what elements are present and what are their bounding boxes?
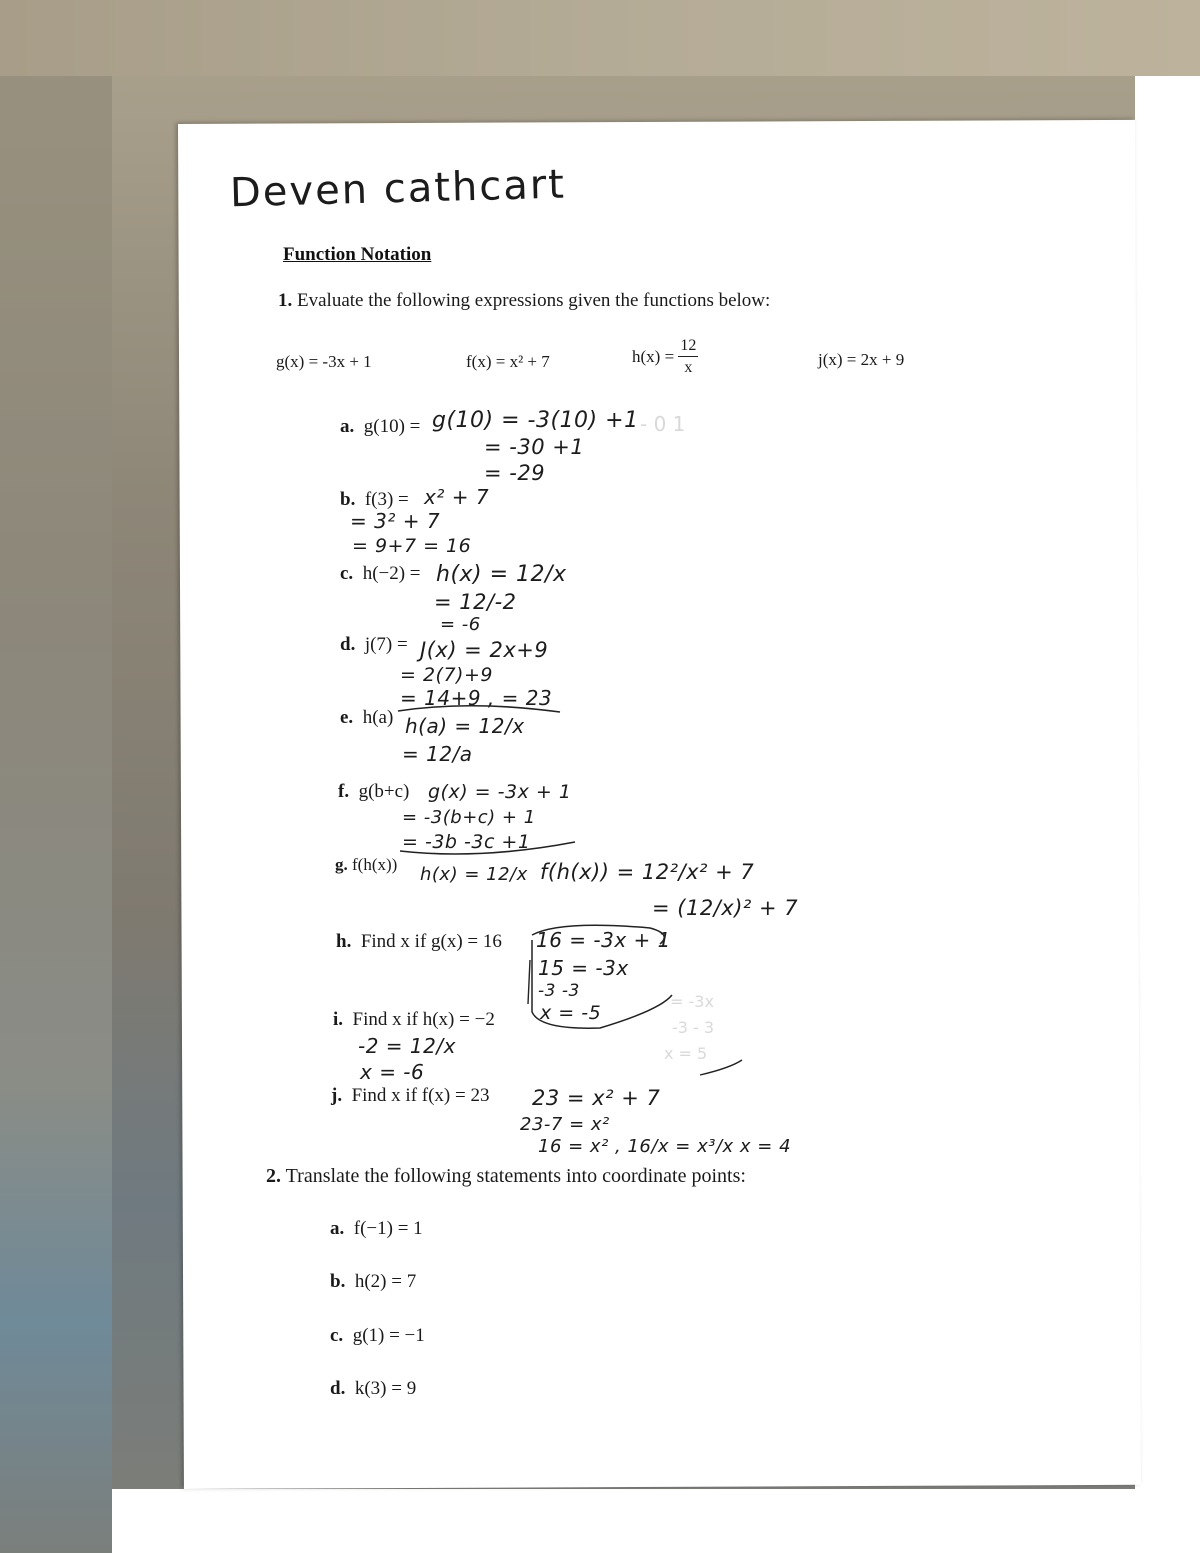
item-letter: h. — [336, 931, 352, 952]
q1-item-h — [336, 931, 502, 953]
item-letter: c. — [340, 563, 354, 584]
item-expression: g(b+c) — [358, 781, 410, 802]
work-j-line1: 23 = x² + 7 — [532, 1086, 661, 1110]
work-d-line1: J(x) = 2x+9 — [420, 638, 549, 662]
q1-item-f — [338, 781, 409, 803]
q2-item-d — [330, 1378, 416, 1400]
item-expression: h(−2) = — [362, 563, 421, 584]
q1-item-i — [333, 1009, 495, 1031]
q1-item-a — [340, 416, 420, 438]
function-j-def: j(x) = 2x + 9 — [818, 350, 905, 369]
q2-item-a — [330, 1218, 423, 1240]
function-h-numerator: 12 — [678, 338, 698, 357]
work-g-line2: f(h(x)) = 12²/x² + 7 — [540, 860, 755, 884]
q1-item-d — [340, 634, 408, 656]
work-j-line2: 23-7 = x² — [520, 1114, 610, 1135]
work-b-line2: = 3² + 7 — [350, 509, 441, 533]
q2-prompt-text: Translate the following statements into coordinate points: — [285, 1165, 746, 1187]
q1-item-j — [331, 1085, 489, 1107]
item-letter: c. — [330, 1325, 344, 1346]
q1-item-g — [335, 855, 397, 875]
erased-mark: x = 5 — [664, 1044, 708, 1063]
item-letter: a. — [340, 416, 355, 437]
work-c-line2: = 12/-2 — [434, 590, 517, 614]
work-f-line3: = -3b -3c +1 — [402, 831, 531, 853]
work-c-line1: h(x) = 12/x — [436, 562, 567, 587]
work-f-line1: g(x) = -3x + 1 — [428, 781, 572, 803]
q1-number: 1. — [278, 290, 293, 311]
q1-prompt-text: Evaluate the following expressions given the functions below: — [297, 290, 771, 311]
item-letter: b. — [330, 1271, 346, 1292]
student-name: Deven cathcart — [229, 161, 567, 217]
item-expression: Find x if f(x) = 23 — [351, 1085, 490, 1106]
item-letter: d. — [330, 1378, 346, 1399]
function-f-def: f(x) = x² + 7 — [466, 352, 550, 371]
item-expression: j(7) = — [364, 634, 408, 655]
q1-prompt — [278, 290, 770, 312]
item-expression: h(2) = 7 — [354, 1271, 417, 1292]
function-h-fraction — [678, 338, 698, 376]
q2-number: 2. — [266, 1165, 281, 1187]
q2-item-c — [330, 1325, 425, 1347]
function-h-lhs: h(x) = — [632, 347, 675, 366]
item-expression: h(a) — [362, 707, 394, 728]
work-b-line1: x² + 7 — [424, 485, 490, 509]
q1-item-e — [340, 707, 393, 729]
work-h-line1: 16 = -3x + 1 — [536, 928, 671, 952]
work-a-line1: g(10) = -3(10) +1 — [432, 408, 639, 433]
item-expression: Find x if h(x) = −2 — [352, 1009, 495, 1030]
q1-item-c — [340, 563, 421, 585]
item-letter: a. — [330, 1218, 345, 1239]
photo-background-left — [0, 0, 112, 1553]
worksheet-paper — [178, 120, 1141, 1489]
q1-item-b — [340, 489, 409, 511]
q2-prompt — [266, 1165, 746, 1188]
q2-item-b — [330, 1271, 416, 1293]
work-h-line4: x = -5 — [540, 1002, 602, 1024]
photo-background-top — [0, 0, 1200, 76]
function-g-def: g(x) = -3x + 1 — [276, 352, 372, 371]
erased-mark: -3 - 3 — [672, 1018, 715, 1037]
work-a-line3: = -29 — [484, 461, 546, 485]
work-g-line1: h(x) = 12/x — [420, 864, 528, 885]
item-letter: i. — [333, 1009, 344, 1030]
work-b-line3: = 9+7 = 16 — [352, 535, 472, 557]
work-e-line2: = 12/a — [402, 742, 473, 766]
work-g-line3: = (12/x)² + 7 — [652, 896, 799, 920]
item-letter: d. — [340, 634, 356, 655]
worksheet-title: Function Notation — [283, 244, 432, 265]
work-h-line2: 15 = -3x — [538, 956, 629, 980]
work-i-line2: x = -6 — [360, 1060, 425, 1084]
item-expression: Find x if g(x) = 16 — [360, 931, 502, 952]
work-d-line2: = 2(7)+9 — [400, 664, 493, 686]
item-expression: g(1) = −1 — [352, 1325, 425, 1346]
work-i-line1: -2 = 12/x — [358, 1034, 456, 1058]
work-e-line1: h(a) = 12/x — [405, 714, 525, 738]
work-a-line2: = -30 +1 — [484, 435, 585, 459]
item-expression: f(−1) = 1 — [353, 1218, 423, 1239]
function-h-def — [632, 338, 698, 376]
work-d-line3: = 14+9 , = 23 — [400, 686, 553, 710]
work-c-line3: = -6 — [440, 614, 481, 635]
work-f-line2: = -3(b+c) + 1 — [402, 807, 536, 828]
item-letter: e. — [340, 707, 354, 728]
work-j-line3: 16 = x² , 16/x = x³/x x = 4 — [538, 1136, 792, 1157]
work-h-line3: -3 -3 — [538, 981, 580, 1001]
item-letter: g. — [335, 855, 348, 874]
item-expression: f(h(x)) — [352, 855, 398, 874]
function-h-denominator: x — [684, 359, 693, 376]
erased-mark: = -3x — [670, 992, 714, 1011]
item-letter: b. — [340, 489, 356, 510]
item-letter: f. — [338, 781, 350, 802]
item-expression: g(10) = — [363, 416, 421, 437]
erased-mark: - 0 1 — [640, 412, 686, 436]
item-expression: f(3) = — [364, 489, 409, 510]
item-expression: k(3) = 9 — [354, 1378, 417, 1399]
item-letter: j. — [331, 1085, 343, 1106]
